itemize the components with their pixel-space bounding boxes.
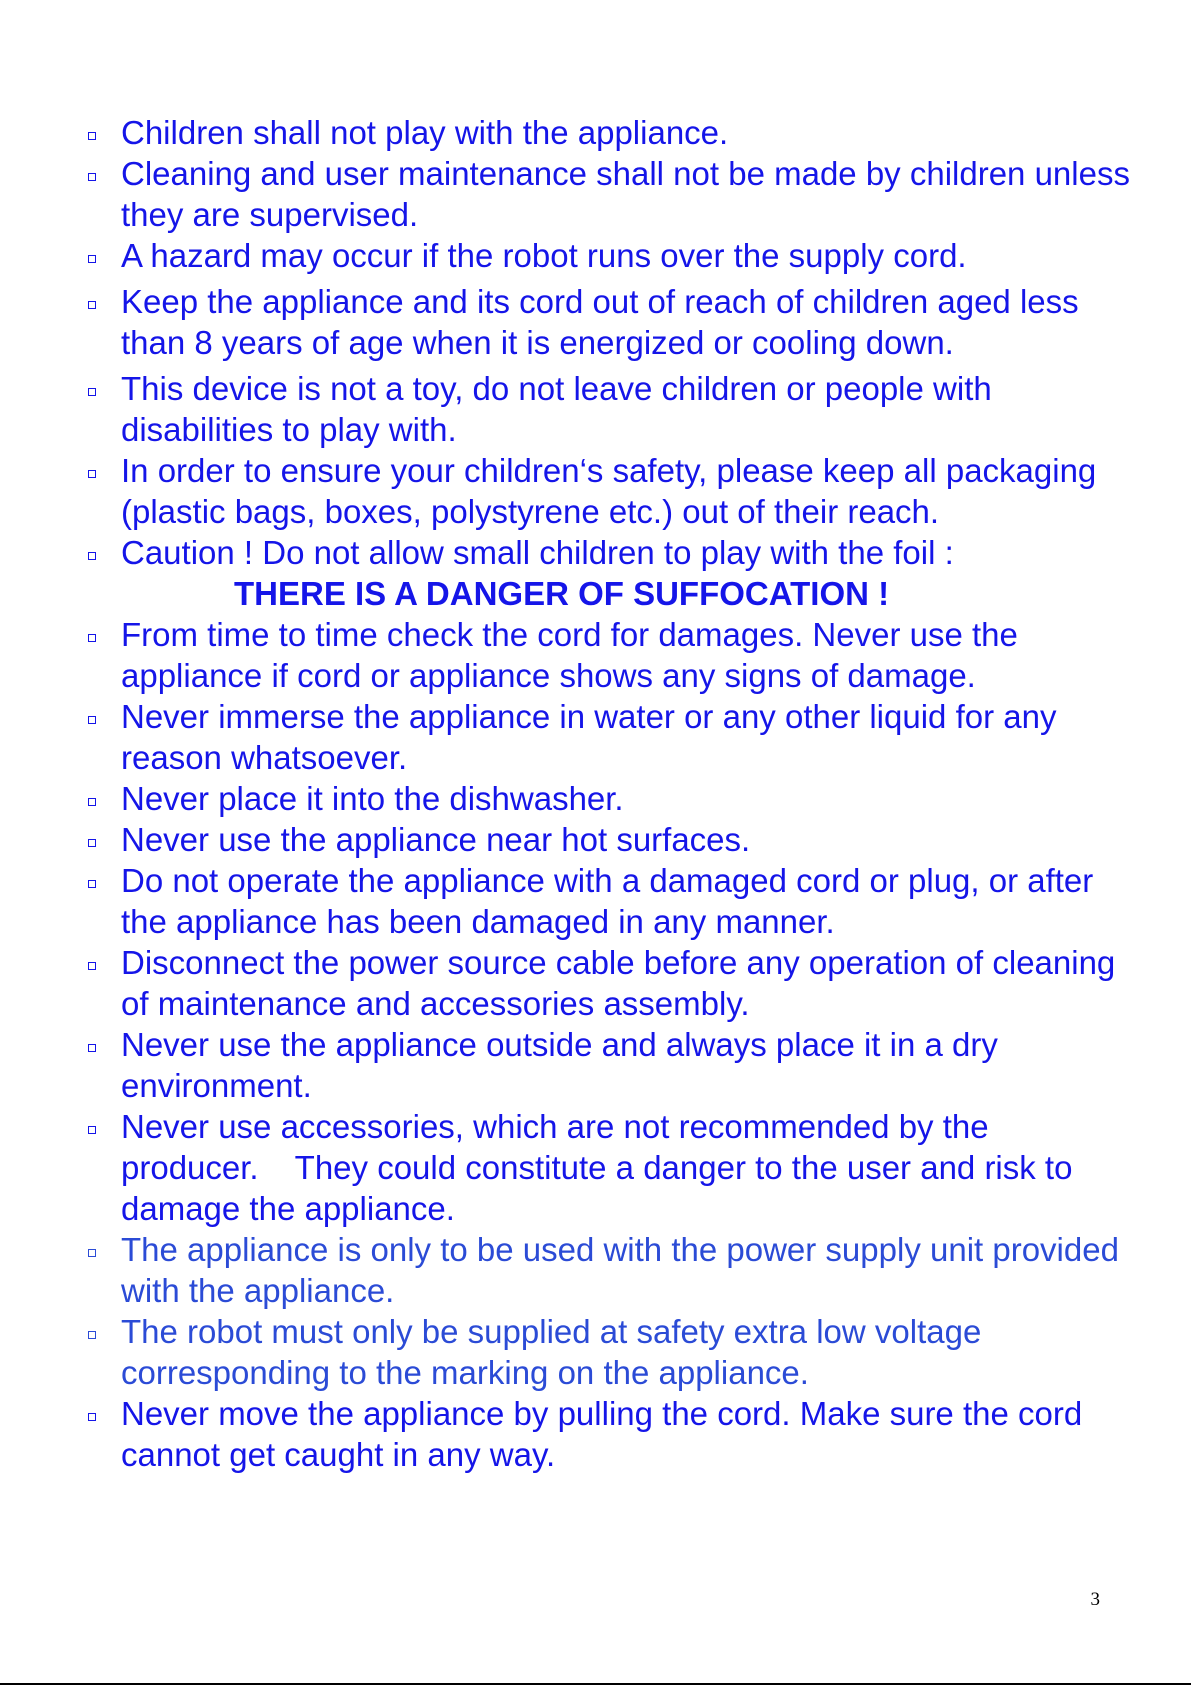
list-item [86,614,1136,696]
square-bullet-icon [88,1126,96,1134]
list-item-text: Do not operate the appliance with a damaged cord or plug, or after the appliance has been damaged in any manner. [121,862,1094,940]
list-item-text: Never immerse the appliance in water or any other liquid for any reason whatsoever. [121,698,1057,776]
square-bullet-icon [88,552,96,560]
square-bullet-icon [88,255,96,263]
square-bullet-icon [88,880,96,888]
list-item [86,819,1136,860]
list-item-text: This device is not a toy, do not leave children or people with disabilities to play with. [121,370,992,448]
list-item-text: Cleaning and user maintenance shall not be made by children unless they are supervised. [121,155,1130,233]
list-item-text: Never use accessories, which are not recommended by the producer. They could constitute a danger to the user and risk to damage the appliance. [121,1108,1073,1227]
list-item-text: In order to ensure your children‘s safety, please keep all packaging (plastic bags, boxes, polystyrene etc.) out of their reach. [121,452,1097,530]
list-item-text: Disconnect the power source cable before any operation of cleaning of maintenance and accessories assembly. [121,944,1116,1022]
list-item [86,368,1136,450]
list-item [86,696,1136,778]
list-item [86,450,1136,532]
square-bullet-icon [88,1249,96,1257]
list-item-text: Never use the appliance outside and always place it in a dry environment. [121,1026,998,1104]
square-bullet-icon [88,634,96,642]
list-item-text: Never use the appliance near hot surfaces. [121,821,751,858]
list-item [86,235,1136,276]
list-item [86,532,1136,614]
list-item-text: Keep the appliance and its cord out of reach of children aged less than 8 years of age when it is energized or cooling down. [121,283,1079,361]
square-bullet-icon [88,1331,96,1339]
list-item-text: From time to time check the cord for damages. Never use the appliance if cord or appliance shows any signs of damage. [121,616,1018,694]
square-bullet-icon [88,716,96,724]
list-item [86,1106,1136,1229]
list-item [86,1393,1136,1475]
list-item-text: Children shall not play with the appliance. [121,114,729,151]
square-bullet-icon [88,470,96,478]
list-item-text: Never move the appliance by pulling the cord. Make sure the cord cannot get caught in any way. [121,1395,1083,1473]
list-item-text: Caution ! Do not allow small children to play with the foil : [121,534,954,571]
list-item [86,860,1136,942]
safety-instructions-list [86,112,1136,1475]
suffocation-warning: THERE IS A DANGER OF SUFFOCATION ! [234,575,890,612]
square-bullet-icon [88,798,96,806]
square-bullet-icon [88,839,96,847]
list-item [86,1229,1136,1311]
list-item [86,153,1136,235]
page-number: 3 [1090,1589,1100,1610]
list-item [86,1311,1136,1393]
list-item [86,778,1136,819]
list-item [86,281,1136,363]
list-item [86,112,1136,153]
list-item-text: The appliance is only to be used with the power supply unit provided with the appliance. [121,1231,1119,1309]
list-item-text: The robot must only be supplied at safety extra low voltage corresponding to the marking on the appliance. [121,1313,982,1391]
list-item [86,942,1136,1024]
list-item-text: A hazard may occur if the robot runs over the supply cord. [121,237,967,274]
square-bullet-icon [88,388,96,396]
square-bullet-icon [88,132,96,140]
square-bullet-icon [88,962,96,970]
list-item [86,1024,1136,1106]
square-bullet-icon [88,301,96,309]
square-bullet-icon [88,1413,96,1421]
square-bullet-icon [88,173,96,181]
square-bullet-icon [88,1044,96,1052]
list-item-text: Never place it into the dishwasher. [121,780,624,817]
